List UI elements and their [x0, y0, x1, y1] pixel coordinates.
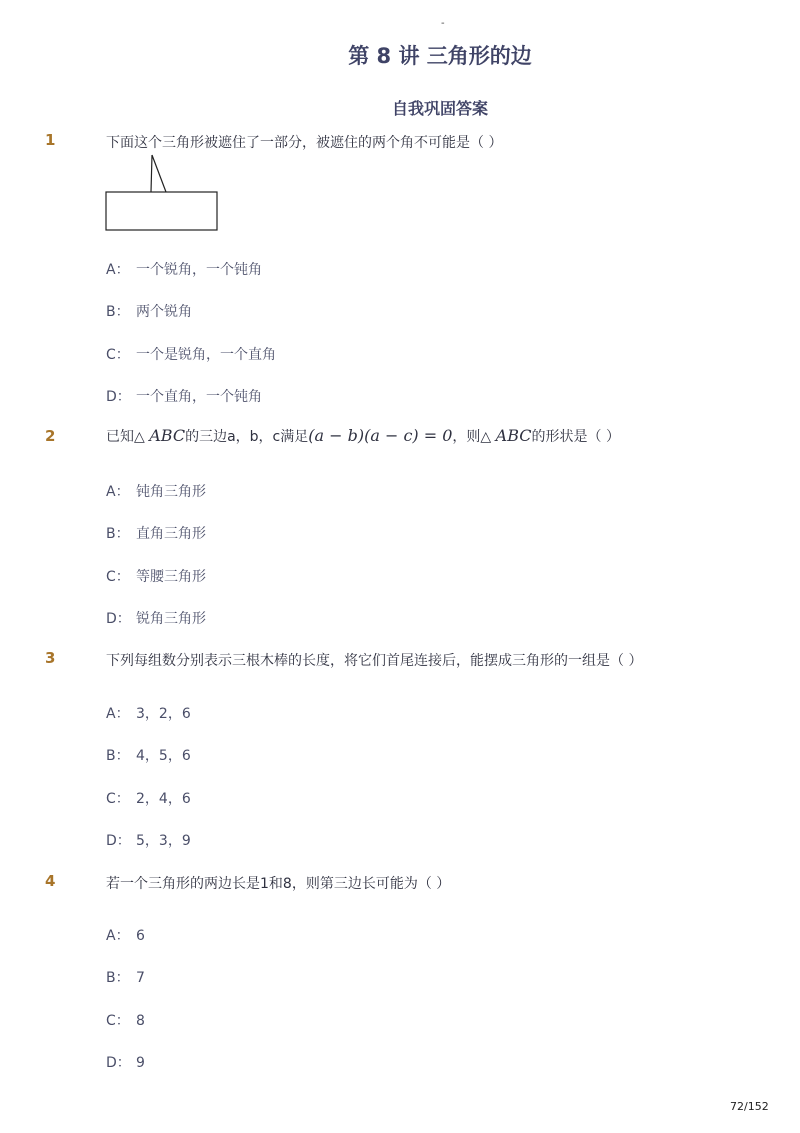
option-a[interactable]	[106, 925, 145, 945]
option-text: 5，3，9	[136, 833, 191, 849]
option-text: 6	[136, 928, 145, 944]
question-text-part: ，则△	[452, 429, 496, 445]
question-number: 4	[45, 872, 56, 890]
option-text: 2，4，6	[136, 791, 191, 807]
option-letter: A：	[106, 484, 130, 500]
option-text: 等腰三角形	[136, 569, 206, 585]
option-letter: C：	[106, 569, 130, 585]
option-letter: B：	[106, 526, 130, 542]
option-a[interactable]	[106, 481, 206, 501]
option-a[interactable]	[106, 259, 262, 279]
option-letter: B：	[106, 970, 130, 986]
option-d[interactable]	[106, 386, 262, 406]
option-letter: C：	[106, 791, 130, 807]
question-text: 下面这个三角形被遮住了一部分，被遮住的两个角不可能是（ ）	[106, 135, 503, 151]
question-text	[106, 426, 620, 446]
option-letter: A：	[106, 706, 130, 722]
option-text: 9	[136, 1055, 145, 1071]
option-b[interactable]	[106, 301, 192, 321]
math-expression: (a − b)(a − c) = 0	[308, 426, 453, 445]
page-number: 72/152	[730, 1100, 769, 1113]
option-c[interactable]	[106, 566, 206, 586]
option-text: 两个锐角	[136, 304, 192, 320]
question-number: 1	[45, 131, 56, 149]
option-text: 7	[136, 970, 145, 986]
option-text: 一个直角，一个钝角	[136, 389, 262, 405]
option-c[interactable]	[106, 344, 276, 364]
option-text: 一个锐角，一个钝角	[136, 262, 262, 278]
page-title: 第 8 讲 三角形的边	[348, 44, 532, 68]
option-text: 3，2，6	[136, 706, 191, 722]
option-b[interactable]	[106, 745, 191, 765]
question-text: 下列每组数分别表示三根木棒的长度，将它们首尾连接后，能摆成三角形的一组是（ ）	[106, 653, 643, 669]
question-number: 2	[45, 427, 56, 445]
option-text: 钝角三角形	[136, 484, 206, 500]
option-letter: B：	[106, 748, 130, 764]
option-letter: B：	[106, 304, 130, 320]
option-d[interactable]	[106, 608, 206, 628]
option-b[interactable]	[106, 967, 145, 987]
option-text: 8	[136, 1013, 145, 1029]
option-letter: A：	[106, 928, 130, 944]
option-a[interactable]	[106, 703, 191, 723]
question-text-part: 的形状是（ ）	[531, 429, 620, 445]
page-subtitle: 自我巩固答案	[391, 99, 488, 118]
question-text-part: 的三边a，b，c满足	[185, 429, 309, 445]
option-letter: C：	[106, 347, 130, 363]
covered-triangle-figure	[100, 150, 230, 240]
option-c[interactable]	[106, 788, 191, 808]
option-text: 直角三角形	[136, 526, 206, 542]
option-b[interactable]	[106, 523, 206, 543]
option-text: 锐角三角形	[136, 611, 206, 627]
option-d[interactable]	[106, 830, 191, 850]
option-d[interactable]	[106, 1052, 145, 1072]
option-letter: C：	[106, 1013, 130, 1029]
option-letter: D：	[106, 389, 131, 405]
question-text-part: 已知△	[106, 429, 150, 445]
header-dash: -	[441, 18, 445, 29]
option-letter: D：	[106, 1055, 131, 1071]
question-text: 若一个三角形的两边长是1和8，则第三边长可能为（ ）	[106, 876, 451, 892]
question-number: 3	[45, 649, 56, 667]
math-expression: ABC	[149, 426, 186, 445]
option-letter: D：	[106, 611, 131, 627]
option-text: 一个是锐角，一个直角	[136, 347, 276, 363]
option-c[interactable]	[106, 1010, 145, 1030]
option-letter: A：	[106, 262, 130, 278]
option-text: 4，5，6	[136, 748, 191, 764]
option-letter: D：	[106, 833, 131, 849]
math-expression: ABC	[495, 426, 532, 445]
